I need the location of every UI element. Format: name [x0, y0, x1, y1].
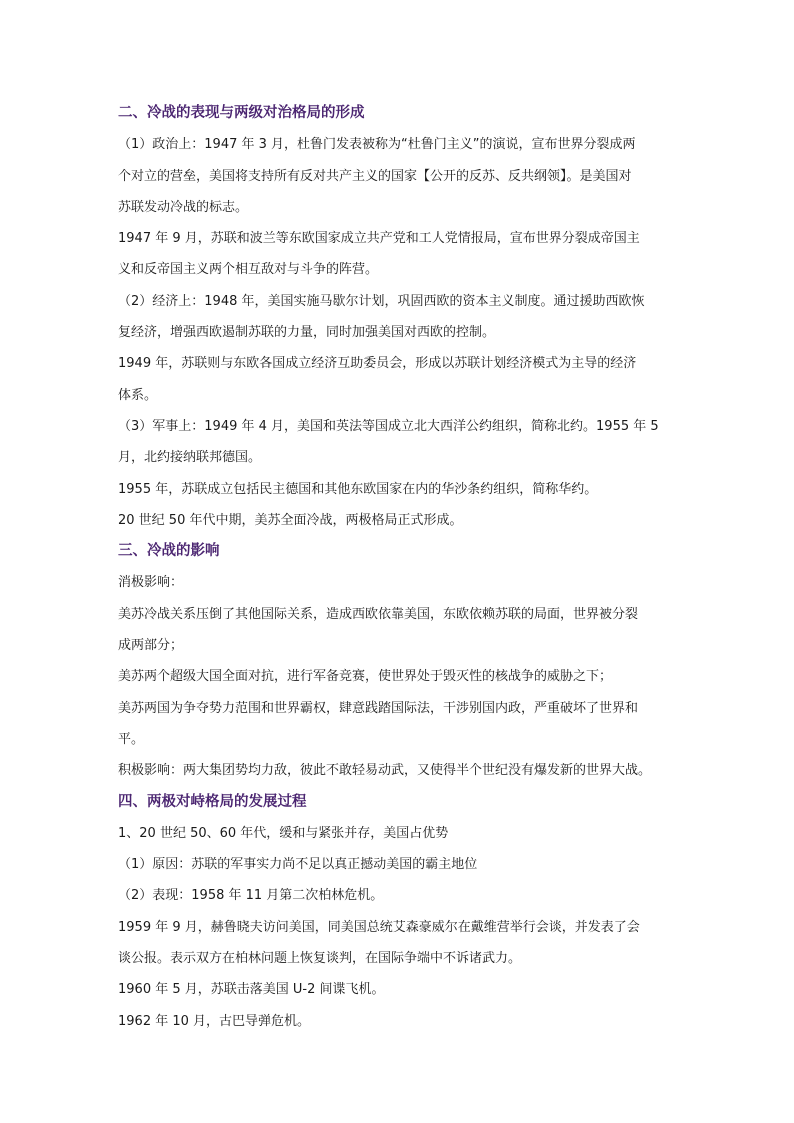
paragraph-line: 成两部分； [118, 638, 184, 654]
paragraph-line: 美苏两国为争夺势力范围和世界霸权，肆意践踏国际法，干涉别国内政，严重破坏了世界和 [118, 700, 639, 716]
section-heading-bipolar-development: 四、两极对峙格局的发展过程 [118, 793, 307, 810]
section-heading-cold-war-formation: 二、冷战的表现与两级对治格局的形成 [118, 105, 365, 121]
paragraph-line: 个对立的营垒，美国将支持所有反对共产主义的国家【公开的反苏、反共纲领】。是美国对 [118, 168, 632, 184]
paragraph-line: 20 世纪 50 年代中期，美苏全面冷战，两极格局正式形成。 [118, 512, 463, 528]
paragraph-line: 美苏冷战关系压倒了其他国际关系，造成西欧依靠美国，东欧依赖苏联的局面，世界被分裂 [118, 606, 639, 622]
paragraph-line: （1）政治上：1947 年 3 月，杜鲁门发表被称为“杜鲁门主义”的演说，宣布世界分裂成两 [118, 137, 636, 153]
paragraph-line: 1955 年，苏联成立包括民主德国和其他东欧国家在内的华沙条约组织，简称华约。 [118, 481, 598, 497]
paragraph-line: 1949 年，苏联则与东欧各国成立经济互助委员会，形成以苏联计划经济模式为主导的经济 [118, 356, 637, 372]
paragraph-line: 谈公报。表示双方在柏林问题上恢复谈判，在国际争端中不诉诸武力。 [118, 951, 522, 967]
paragraph-line: 1、20 世纪 50、60 年代，缓和与紧张并存，美国占优势 [118, 825, 449, 841]
paragraph-line: （3）军事上：1949 年 4 月，美国和英法等国成立北大西洋公约组织，简称北约。1955 年 5 [118, 418, 659, 434]
document-page [118, 98, 678, 1037]
paragraph-line: 1959 年 9 月，赫鲁晓夫访问美国，同美国总统艾森豪威尔在戴维营举行会谈，并发表了会 [118, 919, 640, 935]
paragraph-line: 1960 年 5 月，苏联击落美国 U-2 间谍飞机。 [118, 982, 385, 998]
paragraph-line: 积极影响：两大集团势均力敌，彼此不敢轻易动武，又使得半个世纪没有爆发新的世界大战。 [118, 763, 652, 779]
paragraph-line: 平。 [118, 731, 145, 747]
paragraph-line: 美苏两个超级大国全面对抗，进行军备竞赛，使世界处于毁灭性的核战争的威胁之下； [118, 669, 613, 685]
paragraph-line: 复经济，增强西欧遏制苏联的力量，同时加强美国对西欧的控制。 [118, 325, 496, 341]
paragraph-line: 体系。 [118, 387, 158, 403]
paragraph-line: （1）原因：苏联的军事实力尚不足以真正撼动美国的霸主地位 [118, 857, 478, 873]
paragraph-line: 义和反帝国主义两个相互敌对与斗争的阵营。 [118, 262, 379, 278]
paragraph-line: （2）表现：1958 年 11 月第二次柏林危机。 [118, 888, 384, 904]
section-heading-cold-war-impact: 三、冷战的影响 [118, 543, 220, 560]
paragraph-line: 1947 年 9 月，苏联和波兰等东欧国家成立共产党和工人党情报局，宣布世界分裂成帝国主 [118, 231, 640, 247]
paragraph-line: （2）经济上：1948 年，美国实施马歇尔计划，巩固西欧的资本主义制度。通过援助西欧恢 [118, 293, 645, 309]
paragraph-line: 苏联发动冷战的标志。 [118, 199, 249, 215]
paragraph-line: 消极影响： [118, 575, 184, 591]
paragraph-line: 月，北约接纳联邦德国。 [118, 450, 262, 466]
paragraph-line: 1962 年 10 月，古巴导弹危机。 [118, 1013, 311, 1029]
